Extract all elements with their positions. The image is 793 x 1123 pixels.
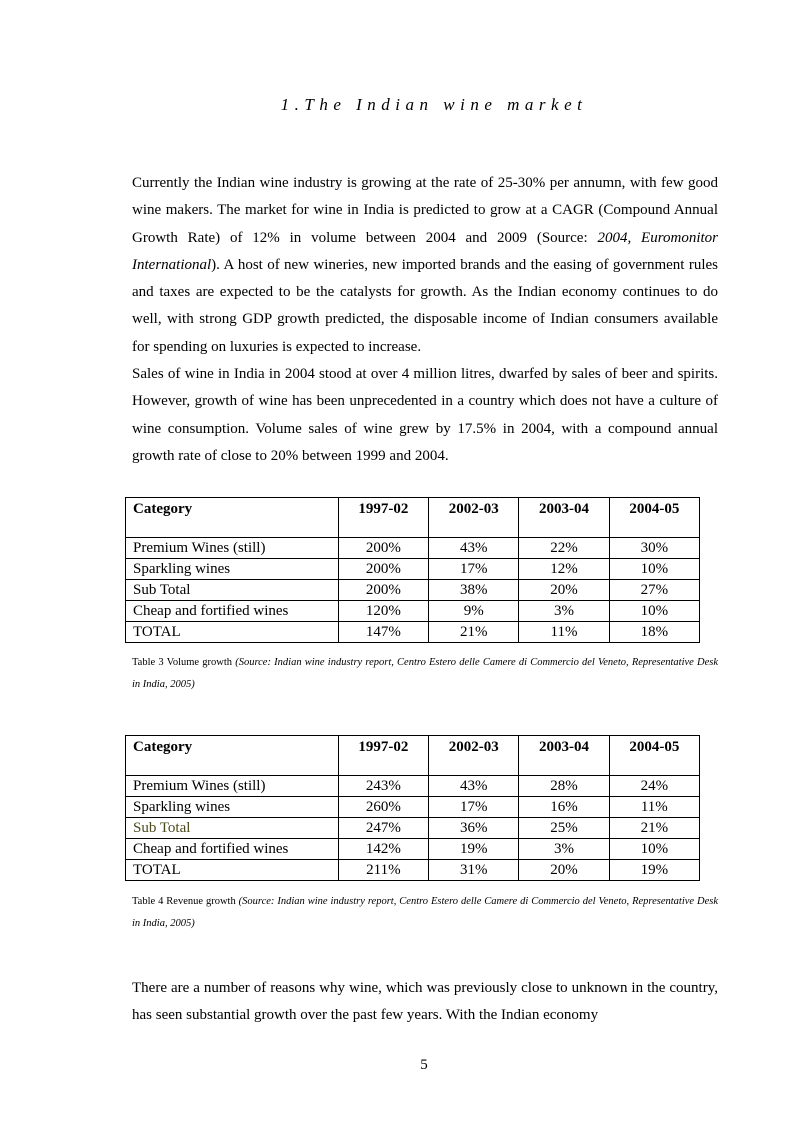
cell-value: 19% <box>609 860 699 881</box>
cell-value: 36% <box>429 818 519 839</box>
revenue-table-caption <box>132 891 718 935</box>
cell-value: 28% <box>519 776 609 797</box>
cell-value: 17% <box>429 559 519 580</box>
cell-value: 20% <box>519 860 609 881</box>
table-row <box>126 776 700 797</box>
revenue-growth-table <box>125 735 700 881</box>
cell-value: 11% <box>519 622 609 643</box>
header-2003-04: 2003-04 <box>519 498 609 538</box>
cell-value: 18% <box>609 622 699 643</box>
caption-label: Table 4 Revenue growth <box>132 896 239 907</box>
table-row <box>126 538 700 559</box>
cell-value: 21% <box>609 818 699 839</box>
table-row <box>126 818 700 839</box>
cell-value: 21% <box>429 622 519 643</box>
header-2002-03: 2002-03 <box>429 498 519 538</box>
cell-value: 19% <box>429 839 519 860</box>
cell-value: 200% <box>338 559 428 580</box>
cell-value: 11% <box>609 797 699 818</box>
caption-source: (Source: Indian wine industry report, Centro Estero delle Camere di Commercio del Veneto, Representative Desk in India, 2005) <box>132 896 719 929</box>
header-1997-02: 1997-02 <box>338 498 428 538</box>
cell-value: 247% <box>338 818 428 839</box>
row-category: TOTAL <box>126 622 339 643</box>
cell-value: 25% <box>519 818 609 839</box>
cell-value: 43% <box>429 538 519 559</box>
cell-value: 142% <box>338 839 428 860</box>
caption-label: Table 3 Volume growth <box>132 657 236 668</box>
cell-value: 31% <box>429 860 519 881</box>
row-category: Sparkling wines <box>126 559 339 580</box>
intro-paragraph <box>132 170 718 361</box>
reasons-paragraph: There are a number of reasons why wine, which was previously close to unknown in the country, has seen substantial growth over the past few years. With the Indian economy <box>132 980 718 1024</box>
cell-value: 200% <box>338 538 428 559</box>
table-row <box>126 559 700 580</box>
cell-value: 27% <box>609 580 699 601</box>
cell-value: 10% <box>609 601 699 622</box>
table-row <box>126 839 700 860</box>
cell-value: 16% <box>519 797 609 818</box>
table-row <box>126 601 700 622</box>
cell-value: 38% <box>429 580 519 601</box>
row-category: TOTAL <box>126 860 339 881</box>
row-category: Premium Wines (still) <box>126 538 339 559</box>
intro-text-part1: Currently the Indian wine industry is growing at the rate of 25-30% per annumn, with few good wine makers. The market for wine in India is predicted to grow at a CAGR (Compound Annual Growth Rate) of 12% in volume between 2004 and 2009 (Source: <box>132 175 718 246</box>
table-header-row <box>126 736 700 776</box>
table-row <box>126 860 700 881</box>
cell-value: 30% <box>609 538 699 559</box>
volume-table-caption <box>132 652 718 696</box>
row-category: Sparkling wines <box>126 797 339 818</box>
cell-value: 17% <box>429 797 519 818</box>
header-category: Category <box>126 736 339 776</box>
cell-value: 3% <box>519 601 609 622</box>
header-category: Category <box>126 498 339 538</box>
volume-growth-table <box>125 497 700 643</box>
row-category: Sub Total <box>126 818 339 839</box>
page-title: 1.The Indian wine market <box>280 95 588 114</box>
cell-value: 43% <box>429 776 519 797</box>
cell-value: 10% <box>609 559 699 580</box>
cell-value: 147% <box>338 622 428 643</box>
table-row <box>126 622 700 643</box>
cell-value: 260% <box>338 797 428 818</box>
cell-value: 12% <box>519 559 609 580</box>
page-number: 5 <box>420 1057 428 1073</box>
row-category: Cheap and fortified wines <box>126 601 339 622</box>
header-1997-02: 1997-02 <box>338 736 428 776</box>
cell-value: 22% <box>519 538 609 559</box>
cell-value: 9% <box>429 601 519 622</box>
cell-value: 120% <box>338 601 428 622</box>
cell-value: 10% <box>609 839 699 860</box>
header-2004-05: 2004-05 <box>609 498 699 538</box>
cell-value: 3% <box>519 839 609 860</box>
cell-value: 20% <box>519 580 609 601</box>
header-2004-05: 2004-05 <box>609 736 699 776</box>
intro-source: 2004, Euromonitor International <box>132 229 718 273</box>
intro-text-part2: ). A host of new wineries, new imported brands and the easing of government rules and taxes are expected to be the catalysts for growth. As the Indian economy continues to do well, with strong GDP growth predicted, the disposable income of Indian consumers available for spending on luxuries is expected to increase. <box>132 256 718 355</box>
cell-value: 243% <box>338 776 428 797</box>
cell-value: 200% <box>338 580 428 601</box>
cell-value: 211% <box>338 860 428 881</box>
table-row <box>126 797 700 818</box>
sales-paragraph: Sales of wine in India in 2004 stood at over 4 million litres, dwarfed by sales of beer and spirits. However, growth of wine has been unprecedented in a country which does not have a culture of wine consumption. Volume sales of wine grew by 17.5% in 2004, with a compound annual growth rate of close to 20% between 1999 and 2004. <box>132 366 718 464</box>
caption-source: (Source: Indian wine industry report, Centro Estero delle Camere di Commercio del Veneto, Representative Desk in India, 2005) <box>132 657 718 690</box>
table-header-row <box>126 498 700 538</box>
table-row <box>126 580 700 601</box>
header-2003-04: 2003-04 <box>519 736 609 776</box>
row-category: Sub Total <box>126 580 339 601</box>
header-2002-03: 2002-03 <box>429 736 519 776</box>
row-category: Premium Wines (still) <box>126 776 339 797</box>
cell-value: 24% <box>609 776 699 797</box>
row-category: Cheap and fortified wines <box>126 839 339 860</box>
